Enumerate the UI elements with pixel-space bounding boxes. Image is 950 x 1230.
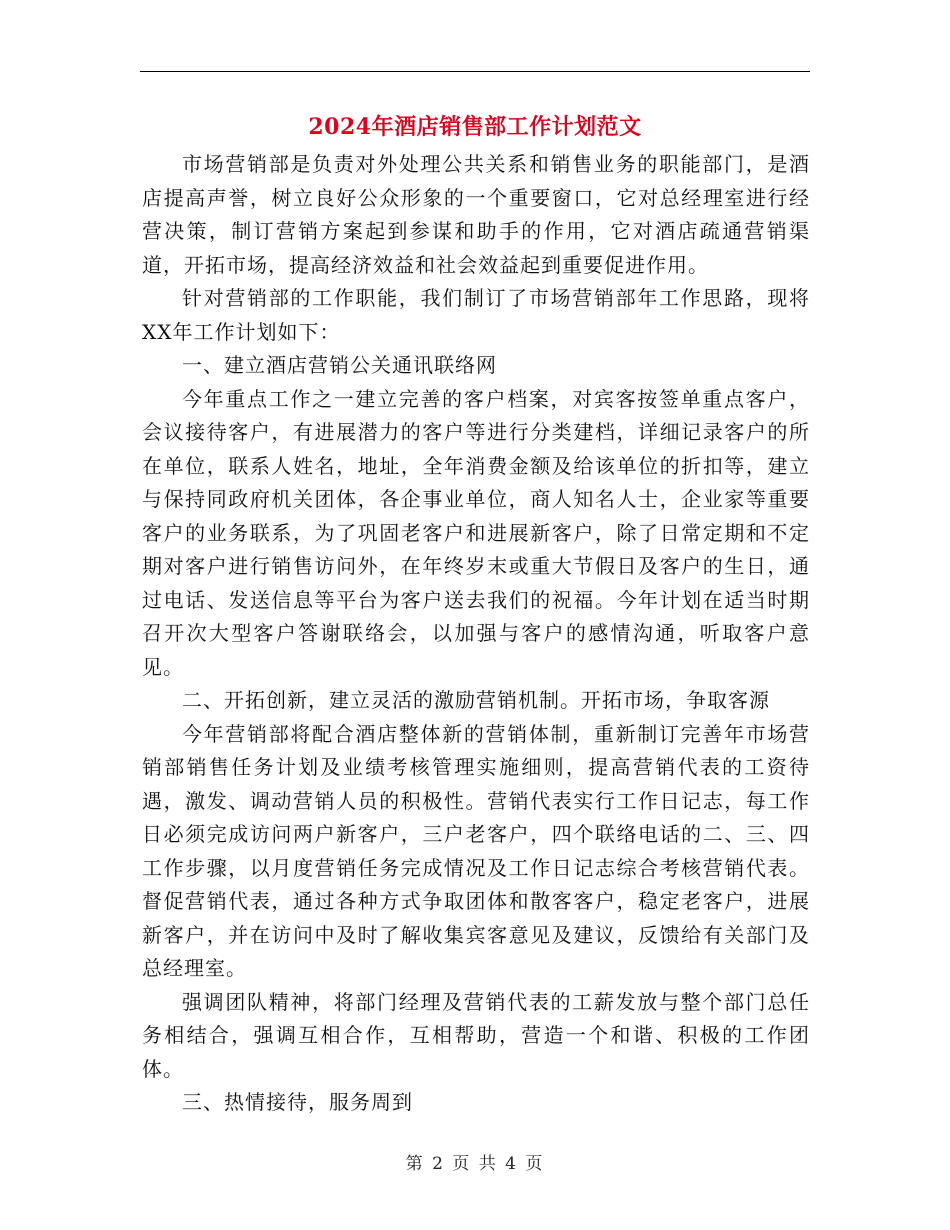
section-heading-2: 二、开拓创新，建立灵活的激励营销机制。开拓市场，争取客源 [182,688,770,712]
paragraph-intro: 市场营销部是负责对外处理公共关系和销售业务的职能部门，是酒店提高声誉，树立良好公众形象的一个重要窗口，它对总经理室进行经营决策，制订营销方案起到参谋和助手的作用，它对酒店疏通营销渠道，开拓市场，提高经济效益和社会效益起到重要促进作用。 [142,152,810,277]
paragraph-section-1: 今年重点工作之一建立完善的客户档案，对宾客按签单重点客户，会议接待客户，有进展潜力的客户等进行分类建档，详细记录客户的所在单位，联系人姓名，地址，全年消费金额及给该单位的折扣等，建立与保持同政府机关团体，各企事业单位，商人知名人士，企业家等重要客户的业务联系，为了巩固老客户和进展新客户，除了日常定期和不定期对客户进行销售访问外，在年终岁末或重大节假日及客户的生日，通过电话、发送信息等平台为客户送去我们的祝福。今年计划在适当时期召开次大型客户答谢联络会，以加强与客户的感情沟通，听取客户意见。 [142,386,810,679]
header-rule [140,71,810,72]
paragraph-teamwork: 强调团队精神，将部门经理及营销代表的工薪发放与整个部门总任务相结合，强调互相合作，互相帮助，营造一个和谐、积极的工作团体。 [142,989,810,1081]
paragraph-plan-lead: 针对营销部的工作职能，我们制订了市场营销部年工作思路，现将XX年工作计划如下： [142,286,810,344]
document-body [142,148,810,1120]
document-title: 2024年酒店销售部工作计划范文 [308,114,642,140]
section-heading-1: 一、建立酒店营销公关通讯联络网 [182,353,497,377]
paragraph-section-2: 今年营销部将配合酒店整体新的营销体制，重新制订完善年市场营销部销售任务计划及业绩考核管理实施细则，提高营销代表的工资待遇，激发、调动营销人员的积极性。营销代表实行工作日记志，每工作日必须完成访问两户新客户，三户老客户，四个联络电话的二、三、四工作步骤，以月度营销任务完成情况及工作日记志综合考核营销代表。督促营销代表，通过各种方式争取团体和散客客户，稳定老客户，进展新客户，并在访问中及时了解收集宾客意见及建议，反馈给有关部门及总经理室。 [142,721,810,980]
page-number-footer: 第 2 页 共 4 页 [405,1154,545,1174]
section-heading-3: 三、热情接待，服务周到 [182,1090,413,1114]
